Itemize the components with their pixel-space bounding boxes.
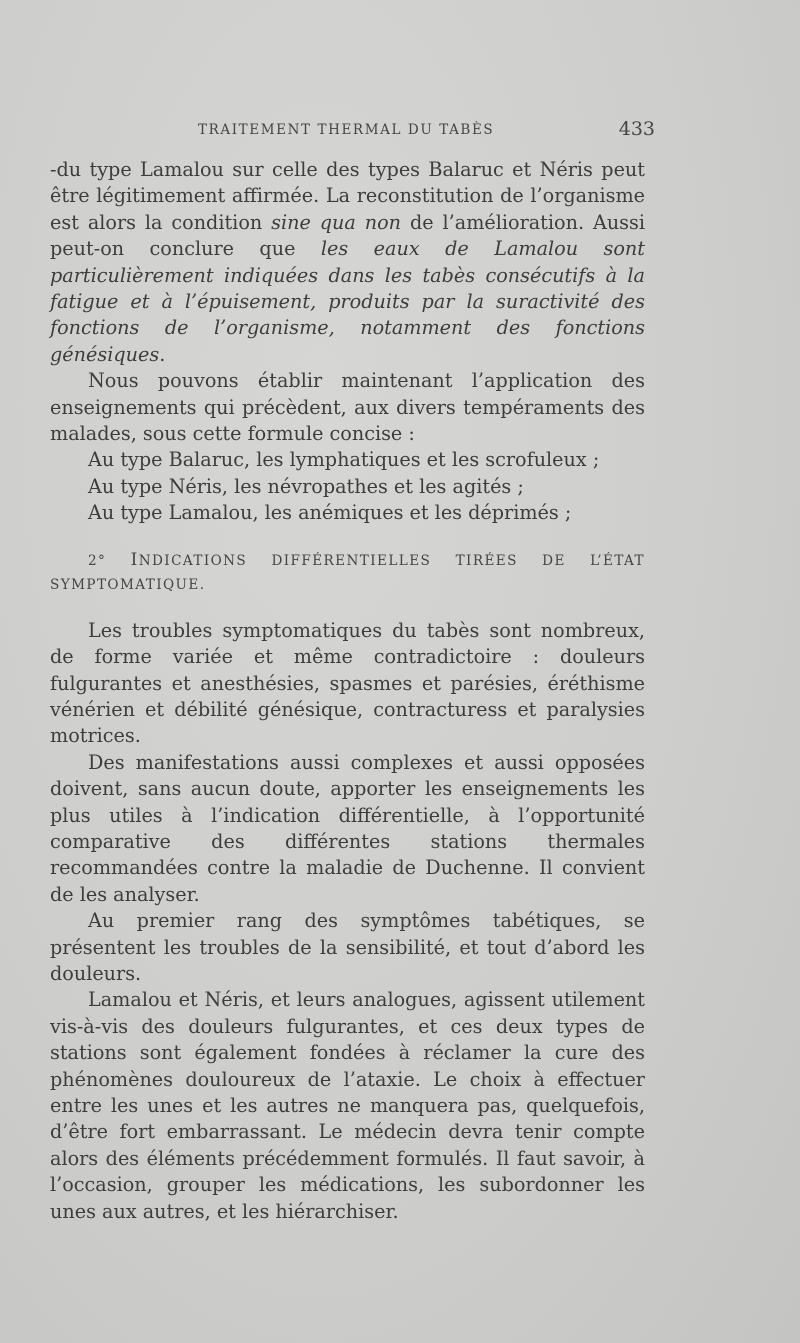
- list-item-2: Au type Néris, les névropathes et les agités ;: [88, 474, 524, 498]
- section-heading-rest: NDICATIONS DIFFÉRENTIELLES TIRÉES DE L’ÉTAT SYMPTOMATIQUE.: [50, 552, 645, 593]
- page-number: 433: [618, 118, 655, 140]
- paragraph-3: Les troubles symptomatiques du tabès sont nombreux, de forme variée et même contradictoire : douleurs fulgurantes et anesthésies, spasmes et parésies, éréthisme vénérien et débilité génésique, contracturess et paralysies motrices.: [50, 618, 645, 748]
- paragraph-4: Des manifestations aussi complexes et aussi opposées doivent, sans aucun doute, apporter les enseignements les plus utiles à l’indication différentielle, à l’opportunité comparative des différentes stations thermales recommandées contre la maladie de Duchenne. Il convient de les analyser.: [50, 750, 645, 906]
- running-head: [50, 118, 655, 144]
- body-text: [50, 157, 645, 1225]
- paragraph-1-text-c: .: [159, 342, 166, 366]
- paragraph-5: Au premier rang des symptômes tabétiques, se présentent les troubles de la sensibilité, et tout d’abord les douleurs.: [50, 909, 645, 985]
- paragraph-1: [50, 157, 645, 368]
- paragraph-2: Nous pouvons établir maintenant l’application des enseignements qui précèdent, aux divers tempéraments des malades, sous cette formule concise :: [50, 369, 645, 446]
- section-heading: [50, 548, 645, 597]
- paragraph-1-text-b: de l’amélioration. Aussi peut-on conclure que: [50, 210, 646, 261]
- section-number: 2°: [88, 552, 107, 569]
- list-item-1: Au type Balaruc, les lymphatiques et les scrofuleux ;: [88, 448, 600, 472]
- running-title: TRAITEMENT THERMAL DU TABÈS: [198, 122, 495, 138]
- paragraph-1-text-a: -du type Lamalou sur celle des types Balaruc et Néris peut être légitimement affirmée. La reconstitution de l’organisme est alors la condition: [50, 158, 645, 234]
- list-item-3: Au type Lamalou, les anémiques et les déprimés ;: [88, 501, 572, 525]
- paragraph-1-italic-b: les eaux de Lamalou sont particulièrement indiquées dans les tabès consécutifs à la fatigue et à l’épuisement, produits par la suractivité des fonctions de l’organisme, notamment des fonctions génésiques: [50, 237, 645, 366]
- paragraph-6: Lamalou et Néris, et leurs analogues, agissent utilement vis-à-vis des douleurs fulgurantes, et ces deux types de stations sont également fondées à réclamer la cure des phénomènes douloureux de l’ataxie. Le choix à effectuer entre les unes et les autres ne manquera pas, quelquefois, d’être fort embarrassant. Le médecin devra tenir compte alors des éléments précédemment formulés. Il faut savoir, à l’occasion, grouper les médications, les subordonner les unes aux autres, et les hiérarchiser.: [50, 988, 645, 1223]
- paragraph-1-italic-a: sine qua non: [271, 210, 402, 234]
- section-heading-initial: I: [130, 549, 139, 570]
